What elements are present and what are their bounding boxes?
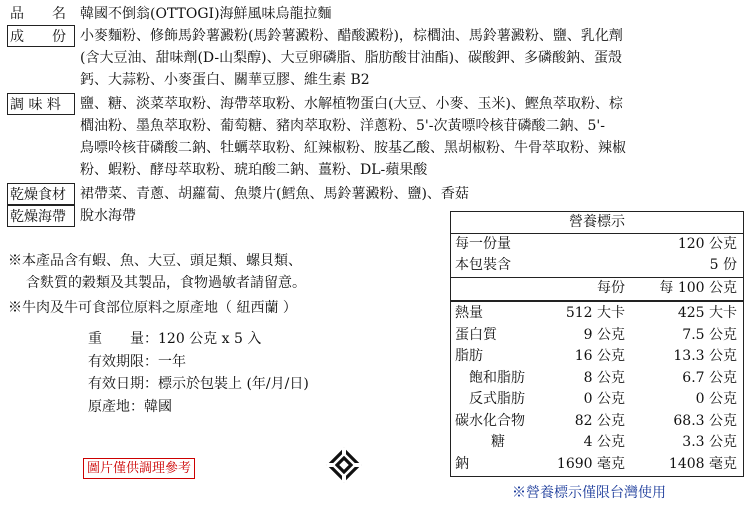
nutrient-name: 飽和脂肪 <box>469 369 525 386</box>
expiry-label: 有效期限： <box>88 353 158 370</box>
nutrient-per-100g: 13.3 公克 <box>673 348 737 364</box>
allergen-line: ※本產品含有蝦、魚、大豆、頭足類、螺貝類、 <box>8 253 302 269</box>
nutrient-per-serving: 4 公克 <box>583 434 625 450</box>
nutrition-row <box>451 454 743 474</box>
nutrient-name: 糖 <box>491 434 505 450</box>
seasoning-line: 鹽、糖、淡菜萃取粉、海帶萃取粉、水解植物蛋白(大豆、小麥、玉米)、鰹魚萃取粉、棕 <box>80 96 623 112</box>
expiry-value: 一年 <box>158 353 186 370</box>
seasoning-line: 粉、蝦粉、酵母萃取粉、琥珀酸二鈉、薑粉、DL-蘋果酸 <box>80 162 428 178</box>
nutrient-name: 脂肪 <box>455 348 483 364</box>
nutrition-row <box>451 389 743 409</box>
seasoning-line: 櫚油粉、墨魚萃取粉、葡萄糖、豬肉萃取粉、洋蔥粉、5'-次黃嘌呤核苷磷酸二鈉、5'- <box>80 118 605 134</box>
nutrient-per-serving: 82 公克 <box>574 412 625 429</box>
weight-label: 重 量： <box>88 331 158 347</box>
ingredients-line: 小麥麵粉、修飾馬鈴薯澱粉(馬鈴薯澱粉、醋酸澱粉)，棕櫚油、馬鈴薯澱粉、鹽、乳化劑 <box>80 28 623 44</box>
origin-value: 韓國 <box>144 398 172 415</box>
nutrient-name: 熱量 <box>455 305 483 321</box>
reference-note: 圖片僅供調理參考 <box>83 458 195 479</box>
count-value: 5 份 <box>709 257 737 273</box>
nutrient-per-serving: 0 公克 <box>583 391 625 407</box>
seasoning-line: 鳥嘌呤核苷磷酸二鈉、牡蠣萃取粉、紅辣椒粉、胺基乙酸、黑胡椒粉、牛骨萃取粉、辣椒 <box>80 140 626 156</box>
date-label: 有效日期： <box>88 376 158 392</box>
count-label: 本包裝含 <box>455 257 511 273</box>
recycle-icon <box>326 447 362 483</box>
product-name: 韓國不倒翁(OTTOGI)海鮮風味烏龍拉麵 <box>80 6 332 22</box>
product-name-label: 品 名 <box>10 6 66 22</box>
dried-kelp-label: 乾燥海帶 <box>7 205 75 227</box>
nutrient-per-serving: 9 公克 <box>583 326 625 343</box>
nutrient-per-100g: 1408 毫克 <box>668 455 737 472</box>
nutrition-row <box>451 303 743 323</box>
ingredients-line: (含大豆油、甜味劑(D-山梨醇)、大豆卵磷脂、脂肪酸甘油酯)、碳酸鉀、多磷酸鈉、蛋殼 <box>80 50 623 66</box>
dried-kelp: 脫水海帶 <box>80 208 136 224</box>
serving-value: 120 公克 <box>677 236 737 252</box>
nutrition-row <box>451 346 743 366</box>
ingredients-text <box>80 25 740 91</box>
nutrition-row <box>451 368 743 388</box>
nutrient-name: 反式脂肪 <box>469 391 525 407</box>
nutrient-per-100g: 68.3 公克 <box>673 412 737 429</box>
origin-label: 原產地： <box>88 398 144 415</box>
nutrition-title: 營養標示 <box>569 214 625 230</box>
origin-note: ※牛肉及牛可食部位原料之原產地（ 紐西蘭 ） <box>8 300 297 316</box>
nutrient-per-100g: 425 大卡 <box>677 305 737 321</box>
nutrient-name: 鈉 <box>455 455 469 472</box>
nutrition-row <box>451 432 743 452</box>
col-per-serving: 每份 <box>597 280 625 296</box>
nutrition-table <box>450 211 744 477</box>
nutrition-footnote: ※營養標示僅限台灣使用 <box>512 485 666 501</box>
weight-value: 120 公克 x 5 入 <box>158 331 262 347</box>
dried-ingredients-label: 乾燥食材 <box>7 183 75 205</box>
nutrient-per-serving: 1690 毫克 <box>556 455 625 472</box>
nutrient-per-100g: 6.7 公克 <box>682 369 737 386</box>
serving-label: 每一份量 <box>455 236 511 252</box>
allergen-line: 含麩質的穀類及其製品，食物過敏者請留意。 <box>26 275 306 291</box>
seasoning-label: 調 味 料 <box>7 93 75 115</box>
nutrient-per-100g: 7.5 公克 <box>682 326 737 343</box>
nutrient-per-serving: 16 公克 <box>574 348 625 364</box>
seasoning-text <box>80 93 740 181</box>
col-per-100g: 每 100 公克 <box>659 280 737 296</box>
nutrient-name: 蛋白質 <box>455 326 497 343</box>
nutrition-row <box>451 325 743 345</box>
dried-ingredients: 裙帶菜、青蔥、胡蘿蔔、魚漿片(鱈魚、馬鈴薯澱粉、鹽)、香菇 <box>80 186 469 202</box>
ingredients-line: 鈣、大蒜粉、小麥蛋白、關華豆膠、維生素 B2 <box>80 72 370 88</box>
nutrition-row <box>451 411 743 431</box>
nutrient-per-serving: 8 公克 <box>583 369 625 386</box>
nutrient-per-100g: 3.3 公克 <box>682 434 737 450</box>
specs-block <box>88 328 309 418</box>
nutrient-per-100g: 0 公克 <box>695 391 737 407</box>
nutrient-per-serving: 512 大卡 <box>565 305 625 321</box>
date-value: 標示於包裝上 (年/月/日) <box>158 376 309 392</box>
allergen-note <box>8 250 306 294</box>
ingredients-label: 成 份 <box>7 25 75 47</box>
nutrient-name: 碳水化合物 <box>455 412 525 429</box>
